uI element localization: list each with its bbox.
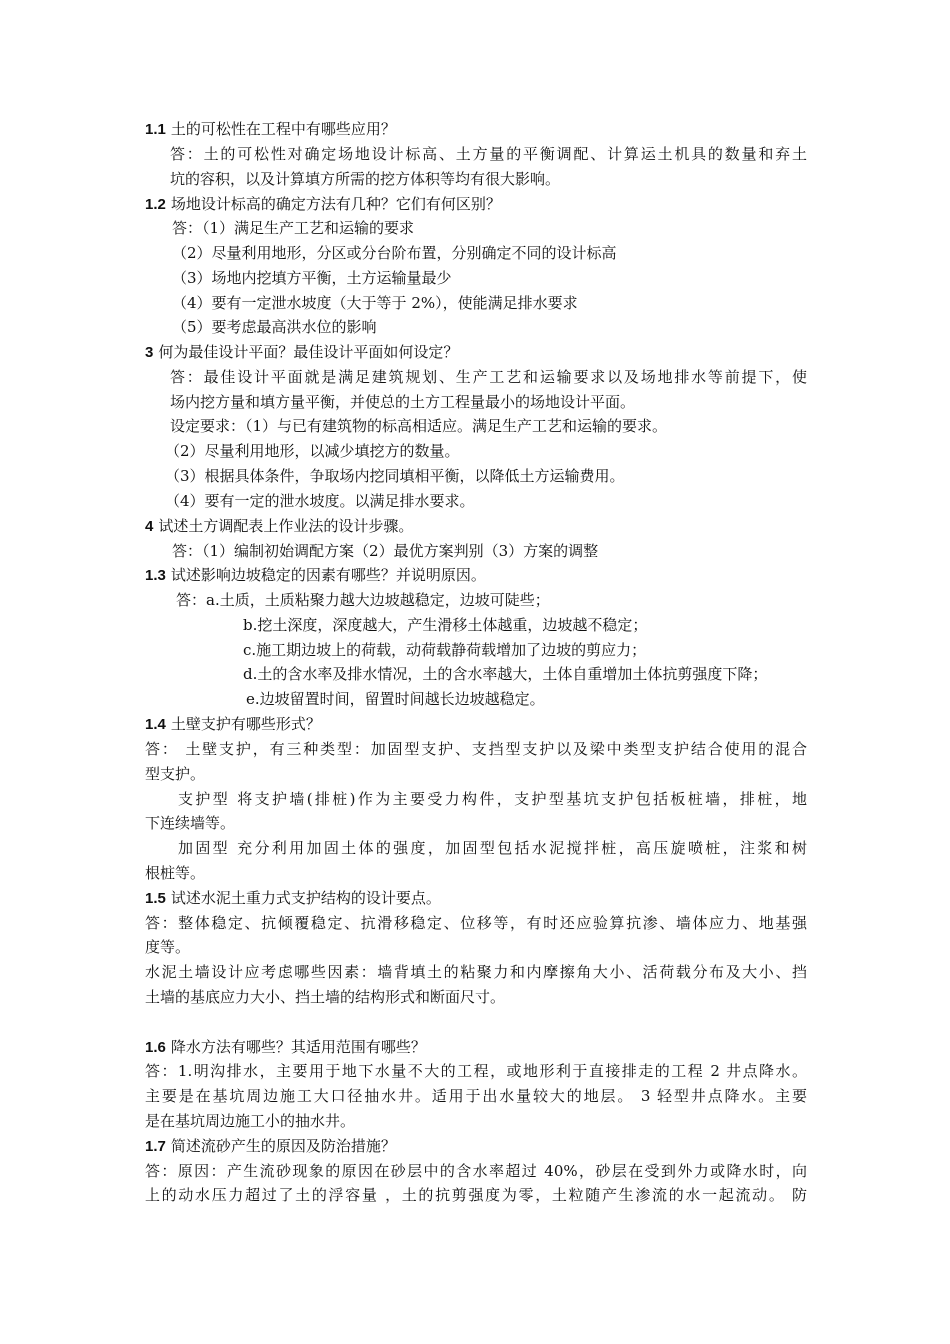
- answer-line: 答： 土壁支护，有三种类型：加固型支护、支挡型支护以及梁中类型支护结合使用的混合: [145, 740, 807, 758]
- list-item: b.挖土深度，深度越大，产生滑移土体越重，边坡越不稳定；: [243, 616, 648, 634]
- answer-line: 水泥土墙设计应考虑哪些因素：墙背填土的粘聚力和内摩擦角大小、活荷载分布及大小、挡: [145, 963, 807, 981]
- answer-line: 答：（1）满足生产工艺和运输的要求: [172, 219, 415, 237]
- answer-line: 支护型 将支护墙(排桩)作为主要受力构件，支护型基坑支护包括板桩墙，排桩，地: [178, 790, 807, 808]
- heading-1-6: 1.6 降水方法有哪些？其适用范围有哪些？: [145, 1038, 426, 1056]
- heading-1-7: 1.7 简述流砂产生的原因及防治措施？: [145, 1137, 396, 1155]
- answer-line: 答：a.土质，土质粘聚力越大边坡越稳定，边坡可陡些；: [176, 591, 550, 609]
- answer-line: 答：原因：产生流砂现象的原因在砂层中的含水率超过 40%，砂层在受到外力或降水时，向: [145, 1162, 807, 1180]
- heading-3: 3 何为最佳设计平面？最佳设计平面如何设定？: [145, 343, 459, 361]
- list-item: （4）要有一定的泄水坡度。以满足排水要求。: [165, 492, 475, 510]
- answer-line: 坑的容积，以及计算填方所需的挖方体积等均有很大影响。: [170, 170, 561, 188]
- heading-1-1: 1.1 土的可松性在工程中有哪些应用？: [145, 120, 396, 138]
- answer-line: 答：1.明沟排水，主要用于地下水量不大的工程，或地形利于直接排走的工程 2 井点降水。: [145, 1062, 807, 1080]
- heading-1-3: 1.3 试述影响边坡稳定的因素有哪些？并说明原因。: [145, 566, 486, 584]
- answer-line: 加固型 充分利用加固土体的强度，加固型包括水泥搅拌桩，高压旋喷桩，注浆和树: [178, 839, 807, 857]
- heading-1-2: 1.2 场地设计标高的确定方法有几种？它们有何区别？: [145, 195, 501, 213]
- list-item: （2）尽量利用地形，分区或分台阶布置，分别确定不同的设计标高: [172, 244, 617, 262]
- answer-line: 答：（1）编制初始调配方案（2）最优方案判别（3）方案的调整: [172, 542, 599, 560]
- answer-line: 设定要求：（1）与已有建筑物的标高相适应。满足生产工艺和运输的要求。: [170, 417, 668, 435]
- heading-1-5: 1.5 试述水泥土重力式支护结构的设计要点。: [145, 889, 441, 907]
- answer-line: 度等。: [145, 938, 191, 956]
- list-item: （2）尽量利用地形，以减少填挖方的数量。: [165, 442, 460, 460]
- list-item: （4）要有一定泄水坡度（大于等于 2%），使能满足排水要求: [172, 294, 578, 312]
- answer-line: 土墙的基底应力大小、挡土墙的结构形式和断面尺寸。: [145, 988, 506, 1006]
- list-item: c.施工期边坡上的荷载，动荷载静荷载增加了边坡的剪应力；: [243, 641, 647, 659]
- answer-line: 上的动水压力超过了土的浮容量 ，土的抗剪强度为零，土粒随产生渗流的水一起流动。 防: [145, 1186, 807, 1204]
- list-item: （3）根据具体条件，争取场内挖同填相平衡，以降低土方运输费用。: [165, 467, 625, 485]
- heading-1-4: 1.4 土壁支护有哪些形式？: [145, 715, 321, 733]
- list-item: （5）要考虑最高洪水位的影响: [172, 318, 377, 336]
- answer-line: 主要是在基坑周边施工大口径抽水井。适用于出水量较大的地层。 3 轻型井点降水。主要: [145, 1087, 807, 1105]
- answer-line: 根桩等。: [145, 864, 206, 882]
- answer-line: 答：整体稳定、抗倾覆稳定、抗滑移稳定、位移等，有时还应验算抗渗、墙体应力、地基强: [145, 914, 807, 932]
- heading-4: 4 试述土方调配表上作业法的设计步骤。: [145, 517, 414, 535]
- answer-line: 场内挖方量和填方量平衡，并使总的土方工程量最小的场地设计平面。: [170, 393, 636, 411]
- answer-line: 下连续墙等。: [145, 814, 236, 832]
- answer-line: 答：土的可松性对确定场地设计标高、土方量的平衡调配、计算运土机具的数量和弃土: [170, 145, 807, 163]
- answer-line: 是在基坑周边施工小的抽水井。: [145, 1112, 356, 1130]
- answer-line: 答：最佳设计平面就是满足建筑规划、生产工艺和运输要求以及场地排水等前提下，使: [170, 368, 807, 386]
- answer-line: 型支护。: [145, 765, 206, 783]
- list-item: （3）场地内挖填方平衡，土方运输量最少: [172, 269, 452, 287]
- list-item: e.边坡留置时间，留置时间越长边坡越稳定。: [246, 690, 545, 708]
- list-item: d.土的含水率及排水情况，土的含水率越大，土体自重增加土体抗剪强度下降；: [243, 665, 768, 683]
